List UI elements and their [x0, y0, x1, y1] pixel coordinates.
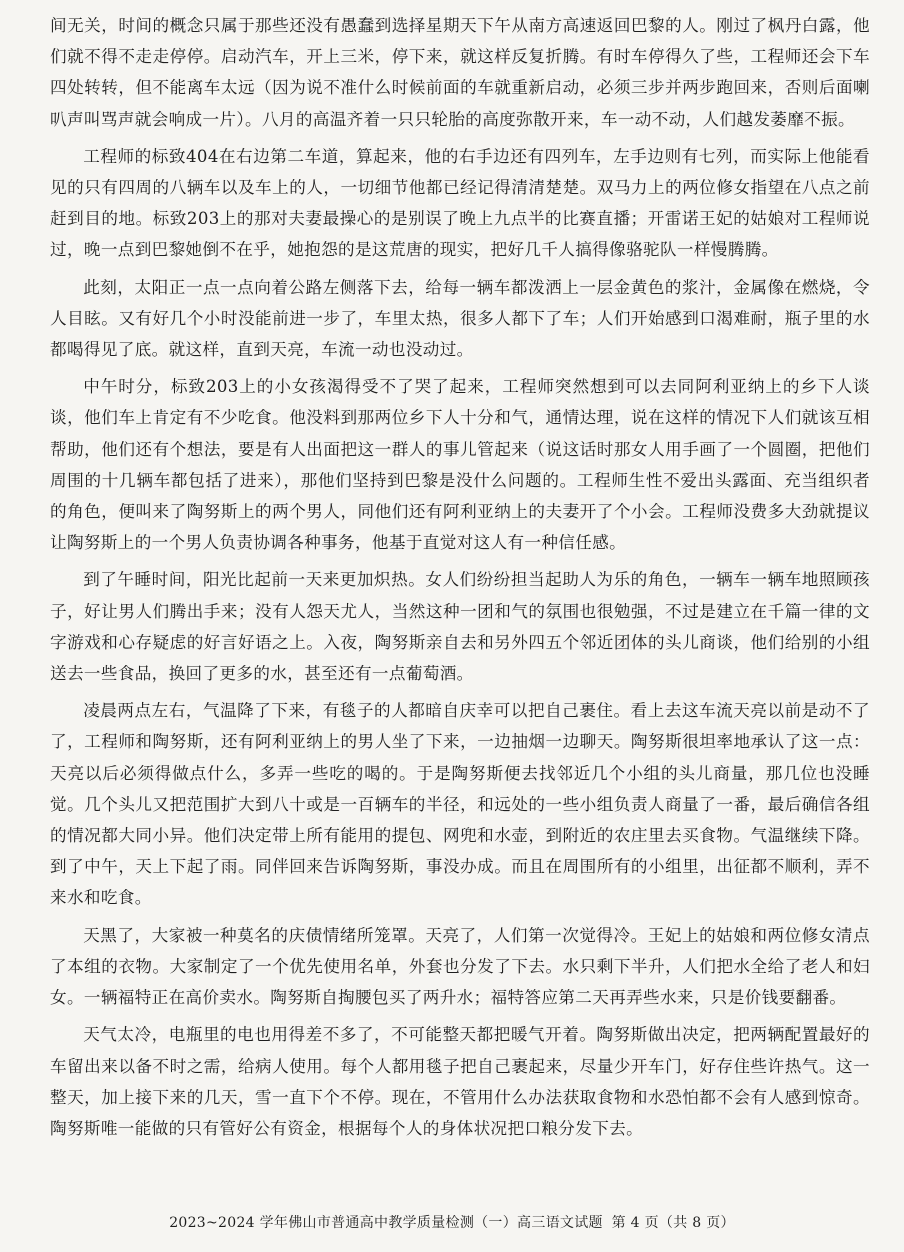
paragraph: 到了午睡时间，阳光比起前一天来更加炽热。女人们纷纷担当起助人为乐的角色，一辆车一辆车地照顾孩子，好让男人们腾出手来；没有人怨天尤人，当然这种一团和气的氛围也很勉强，不过是建立在千篇一律的文字游戏和心存疑虑的好言好语之上。入夜，陶努斯亲自去和另外四五个邻近团体的头儿商谈，他们给别的小组送去一些食品，换回了更多的水，甚至还有一点葡萄酒。: [50, 570, 870, 684]
paragraph: 此刻，太阳正一点一点向着公路左侧落下去，给每一辆车都泼洒上一层金黄色的浆汁，金属像在燃烧，令人目眩。又有好几个小时没能前进一步了，车里太热，很多人都下了车；人们开始感到口渴难耐，瓶子里的水都喝得见了底。就这样，直到天亮，车流一动也没动过。: [50, 277, 870, 360]
exam-title: 2023~2024 学年佛山市普通高中教学质量检测（一）高三语文试题: [169, 1215, 603, 1231]
page-number: 第 4 页（共 8 页）: [611, 1215, 735, 1231]
page-footer: [0, 1212, 904, 1232]
paragraph: 工程师的标致404在右边第二车道，算起来，他的右手边还有四列车，左手边则有七列，而实际上他能看见的只有四周的八辆车以及车上的人，一切细节他都已经记得清清楚楚。双马力上的两位修女指望在八点之前赶到目的地。标致203上的那对夫妻最操心的是别误了晚上九点半的比赛直播；开雷诺王妃的姑娘对工程师说过，晚一点到巴黎她倒不在乎，她抱怨的是这荒唐的现实，把好几千人搞得像骆驼队一样慢腾腾。: [50, 146, 870, 260]
article-body: [50, 10, 870, 1150]
paragraph: 天黑了，大家被一种莫名的庆债情绪所笼罩。天亮了，人们第一次觉得冷。王妃上的姑娘和两位修女清点了本组的衣物。大家制定了一个优先使用名单，外套也分发了下去。水只剩下半升，人们把水全给了老人和妇女。一辆福特正在高价卖水。陶努斯自掏腰包买了两升水；福特答应第二天再弄些水来，只是价钱要翻番。: [50, 925, 870, 1008]
paragraph: 间无关，时间的概念只属于那些还没有愚蠢到选择星期天下午从南方高速返回巴黎的人。刚过了枫丹白露，他们就不得不走走停停。启动汽车，开上三米，停下来，就这样反复折腾。有时车停得久了些，工程师还会下车四处转转，但不能离车太远（因为说不准什么时候前面的车就重新启动，必须三步并两步跑回来，否则后面喇叭声叫骂声就会响成一片）。八月的高温齐着一只只轮胎的高度弥散开来，车一动不动，人们越发萎靡不振。: [50, 16, 870, 129]
paragraph: 天气太冷，电瓶里的电也用得差不多了，不可能整天都把暖气开着。陶努斯做出决定，把两辆配置最好的车留出来以备不时之需，给病人使用。每个人都用毯子把自己裹起来，尽量少开车门，好存住些许热气。这一整天，加上接下来的几天，雪一直下个不停。现在，不管用什么办法获取食物和水恐怕都不会有人感到惊奇。陶努斯唯一能做的只有管好公有资金，根据每个人的身体状况把口粮分发下去。: [50, 1025, 870, 1138]
paragraph: 中午时分，标致203上的小女孩渴得受不了哭了起来，工程师突然想到可以去同阿利亚纳上的乡下人谈谈，他们车上肯定有不少吃食。他没料到那两位乡下人十分和气，通情达理，说在这样的情况下人们就该互相帮助，他们还有个想法，要是有人出面把这一群人的事儿管起来（说这话时那女人用手画了一个圆圈，把他们周围的十几辆车都包括了进来），那他们坚持到巴黎是没什么问题的。工程师生性不爱出头露面、充当组织者的角色，便叫来了陶努斯上的两个男人，同他们还有阿利亚纳上的夫妻开了个小会。工程师没费多大劲就提议让陶努斯上的一个男人负责协调各种事务，他基于直觉对这人有一种信任感。: [50, 377, 870, 553]
paragraph: 凌晨两点左右，气温降了下来，有毯子的人都暗自庆幸可以把自己裹住。看上去这车流天亮以前是动不了了，工程师和陶努斯，还有阿利亚纳上的男人坐了下来，一边抽烟一边聊天。陶努斯很坦率地承认了这一点：天亮以后必须得做点什么，多弄一些吃的喝的。于是陶努斯便去找邻近几个小组的头儿商量，那几位也没睡觉。几个头儿又把范围扩大到八十或是一百辆车的半径，和远处的一些小组负责人商量了一番，最后确信各组的情况都大同小异。他们决定带上所有能用的提包、网兜和水壶，到附近的农庄里去买食物。气温继续下降。到了中午，天上下起了雨。同伴回来告诉陶努斯，事没办成。而且在周围所有的小组里，出征都不顺利，弄不来水和吃食。: [50, 701, 870, 908]
